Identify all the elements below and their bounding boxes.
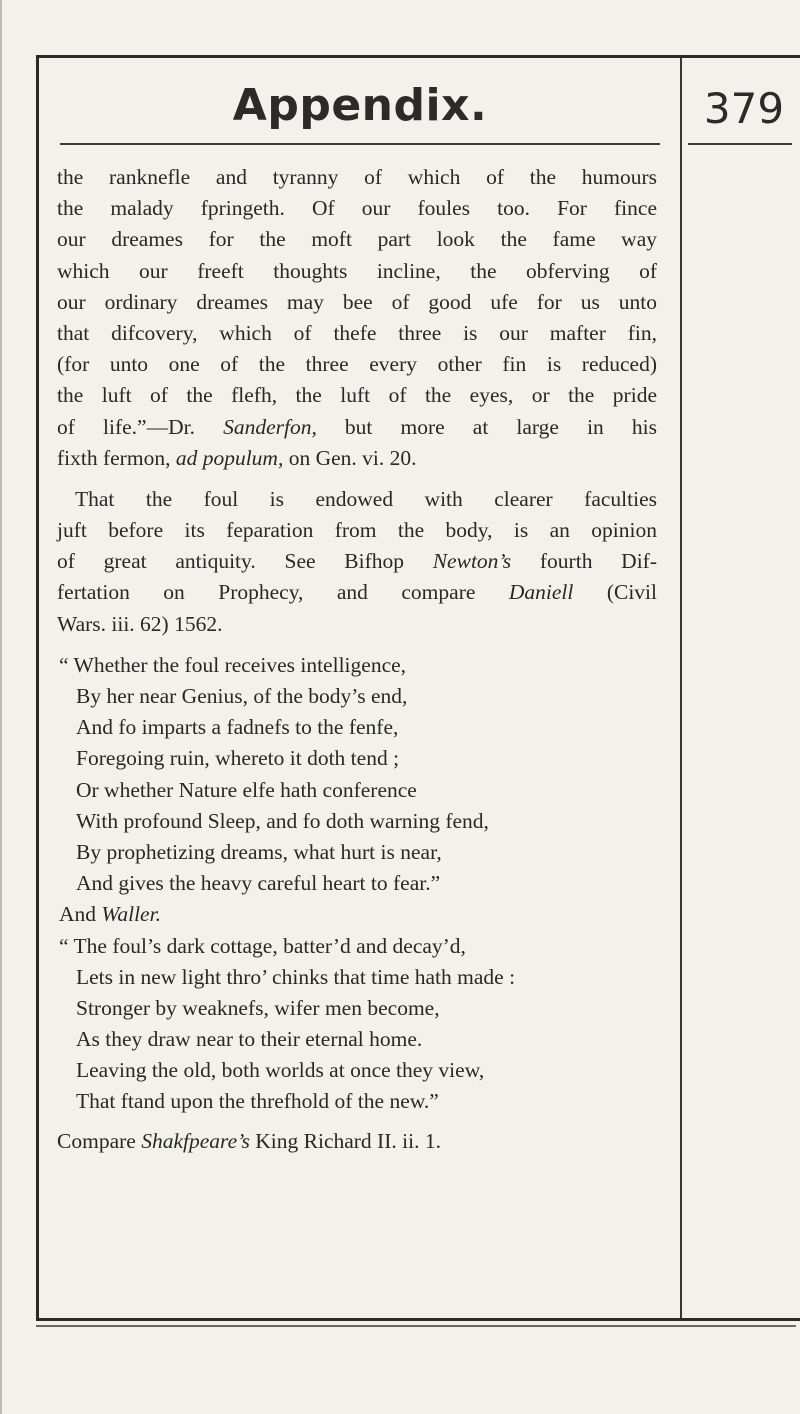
verse-waller xyxy=(57,931,657,1118)
author-name: Waller. xyxy=(101,902,161,927)
text-line: (for unto one of the three every other fin is reduced) xyxy=(57,352,657,377)
frame-bottom-double-rule xyxy=(36,1325,796,1327)
text-line xyxy=(57,443,657,474)
frame-left-rule xyxy=(36,55,39,1320)
verse-line: By her near Genius, of the body’s end, xyxy=(76,684,408,708)
frame-bottom-rule xyxy=(36,1318,800,1321)
text-line: our dreames for the moft part look the fame way xyxy=(57,227,657,252)
author-name: Newton’s xyxy=(432,549,512,574)
verse-line: By prophetizing dreams, what hurt is near, xyxy=(76,839,442,864)
verse-line: And gives the heavy careful heart to fear.” xyxy=(76,871,441,896)
text-run: on Gen. vi. 20. xyxy=(283,445,417,470)
body-text xyxy=(57,162,657,1157)
text-line xyxy=(57,412,657,443)
verse-line: “ Whether the foul receives intelligence, xyxy=(59,652,407,677)
attribution-line xyxy=(57,899,657,930)
paragraph-faculties xyxy=(57,484,657,640)
text-line: That the foul is endowed with clearer faculties xyxy=(75,486,657,511)
header-rule xyxy=(60,143,660,145)
text-line: which our freeft thoughts incline, the obferving of xyxy=(57,258,657,283)
frame-top-rule xyxy=(36,55,800,58)
author-name: Daniell xyxy=(508,580,574,605)
verse-line: Stronger by weaknefs, wifer men become, xyxy=(76,995,440,1020)
text-run: King Richard II. ii. 1. xyxy=(249,1128,441,1153)
author-name: Shakfpeare’s xyxy=(141,1128,250,1153)
verse-line: And fo imparts a fadnefs to the fenfe, xyxy=(76,715,399,740)
text-line xyxy=(57,577,657,608)
text-run: of great antiquity. See Bifhop xyxy=(57,549,433,574)
verse-line: That ftand upon the threfhold of the new.” xyxy=(76,1089,439,1114)
text-line: the malady fpringeth. Of our foules too. For fince xyxy=(57,196,657,221)
verse-line: “ The foul’s dark cottage, batter’d and decay’d, xyxy=(59,933,466,958)
text-line xyxy=(57,546,657,577)
verse-line: Leaving the old, both worlds at once they view, xyxy=(76,1058,485,1083)
frame-right-rule xyxy=(680,58,682,1320)
verse-line: Lets in new light thro’ chinks that time hath made : xyxy=(76,964,516,989)
verse-line: With profound Sleep, and fo doth warning fend, xyxy=(76,808,489,833)
verse-line: As they draw near to their eternal home. xyxy=(76,1027,423,1052)
verse-daniell xyxy=(57,650,657,931)
paragraph-humours xyxy=(57,162,657,474)
verse-line: Or whether Nature elfe hath conference xyxy=(76,777,417,802)
author-name: Sanderfon, xyxy=(223,414,317,439)
text-run: fourth Dif- xyxy=(511,549,657,574)
text-run: fixth fermon, xyxy=(57,445,176,470)
text-run: fertation on Prophecy, and compare xyxy=(57,580,509,605)
text-line: the luft of the flefh, the luft of the eyes, or the pride xyxy=(57,383,657,408)
page-edge xyxy=(0,0,2,1414)
text-line: that difcovery, which of thefe three is our mafter fin, xyxy=(57,320,657,345)
text-line: the ranknefle and tyranny of which of the humours xyxy=(57,165,657,189)
verse-line: Foregoing ruin, whereto it doth tend ; xyxy=(76,746,400,771)
page-number: 379 xyxy=(703,84,785,133)
text-line: our ordinary dreames may bee of good ufe for us unto xyxy=(57,289,657,314)
paragraph-gap xyxy=(57,474,657,484)
text-run: Compare xyxy=(57,1128,142,1153)
text-run: of life.”—Dr. xyxy=(57,414,224,439)
paragraph-gap xyxy=(57,640,657,650)
running-head: Appendix. xyxy=(232,80,488,131)
text-line: Wars. iii. 62) 1562. xyxy=(57,611,223,636)
text-run: And xyxy=(59,902,102,927)
page-number-rule xyxy=(688,143,792,145)
latin-phrase: ad populum, xyxy=(175,445,284,470)
text-run: but more at large in his xyxy=(316,414,657,439)
paragraph-gap xyxy=(57,1118,657,1126)
text-run: (Civil xyxy=(573,580,658,605)
compare-line xyxy=(57,1126,657,1157)
text-line: juft before its feparation from the body, is an opinion xyxy=(57,518,657,543)
